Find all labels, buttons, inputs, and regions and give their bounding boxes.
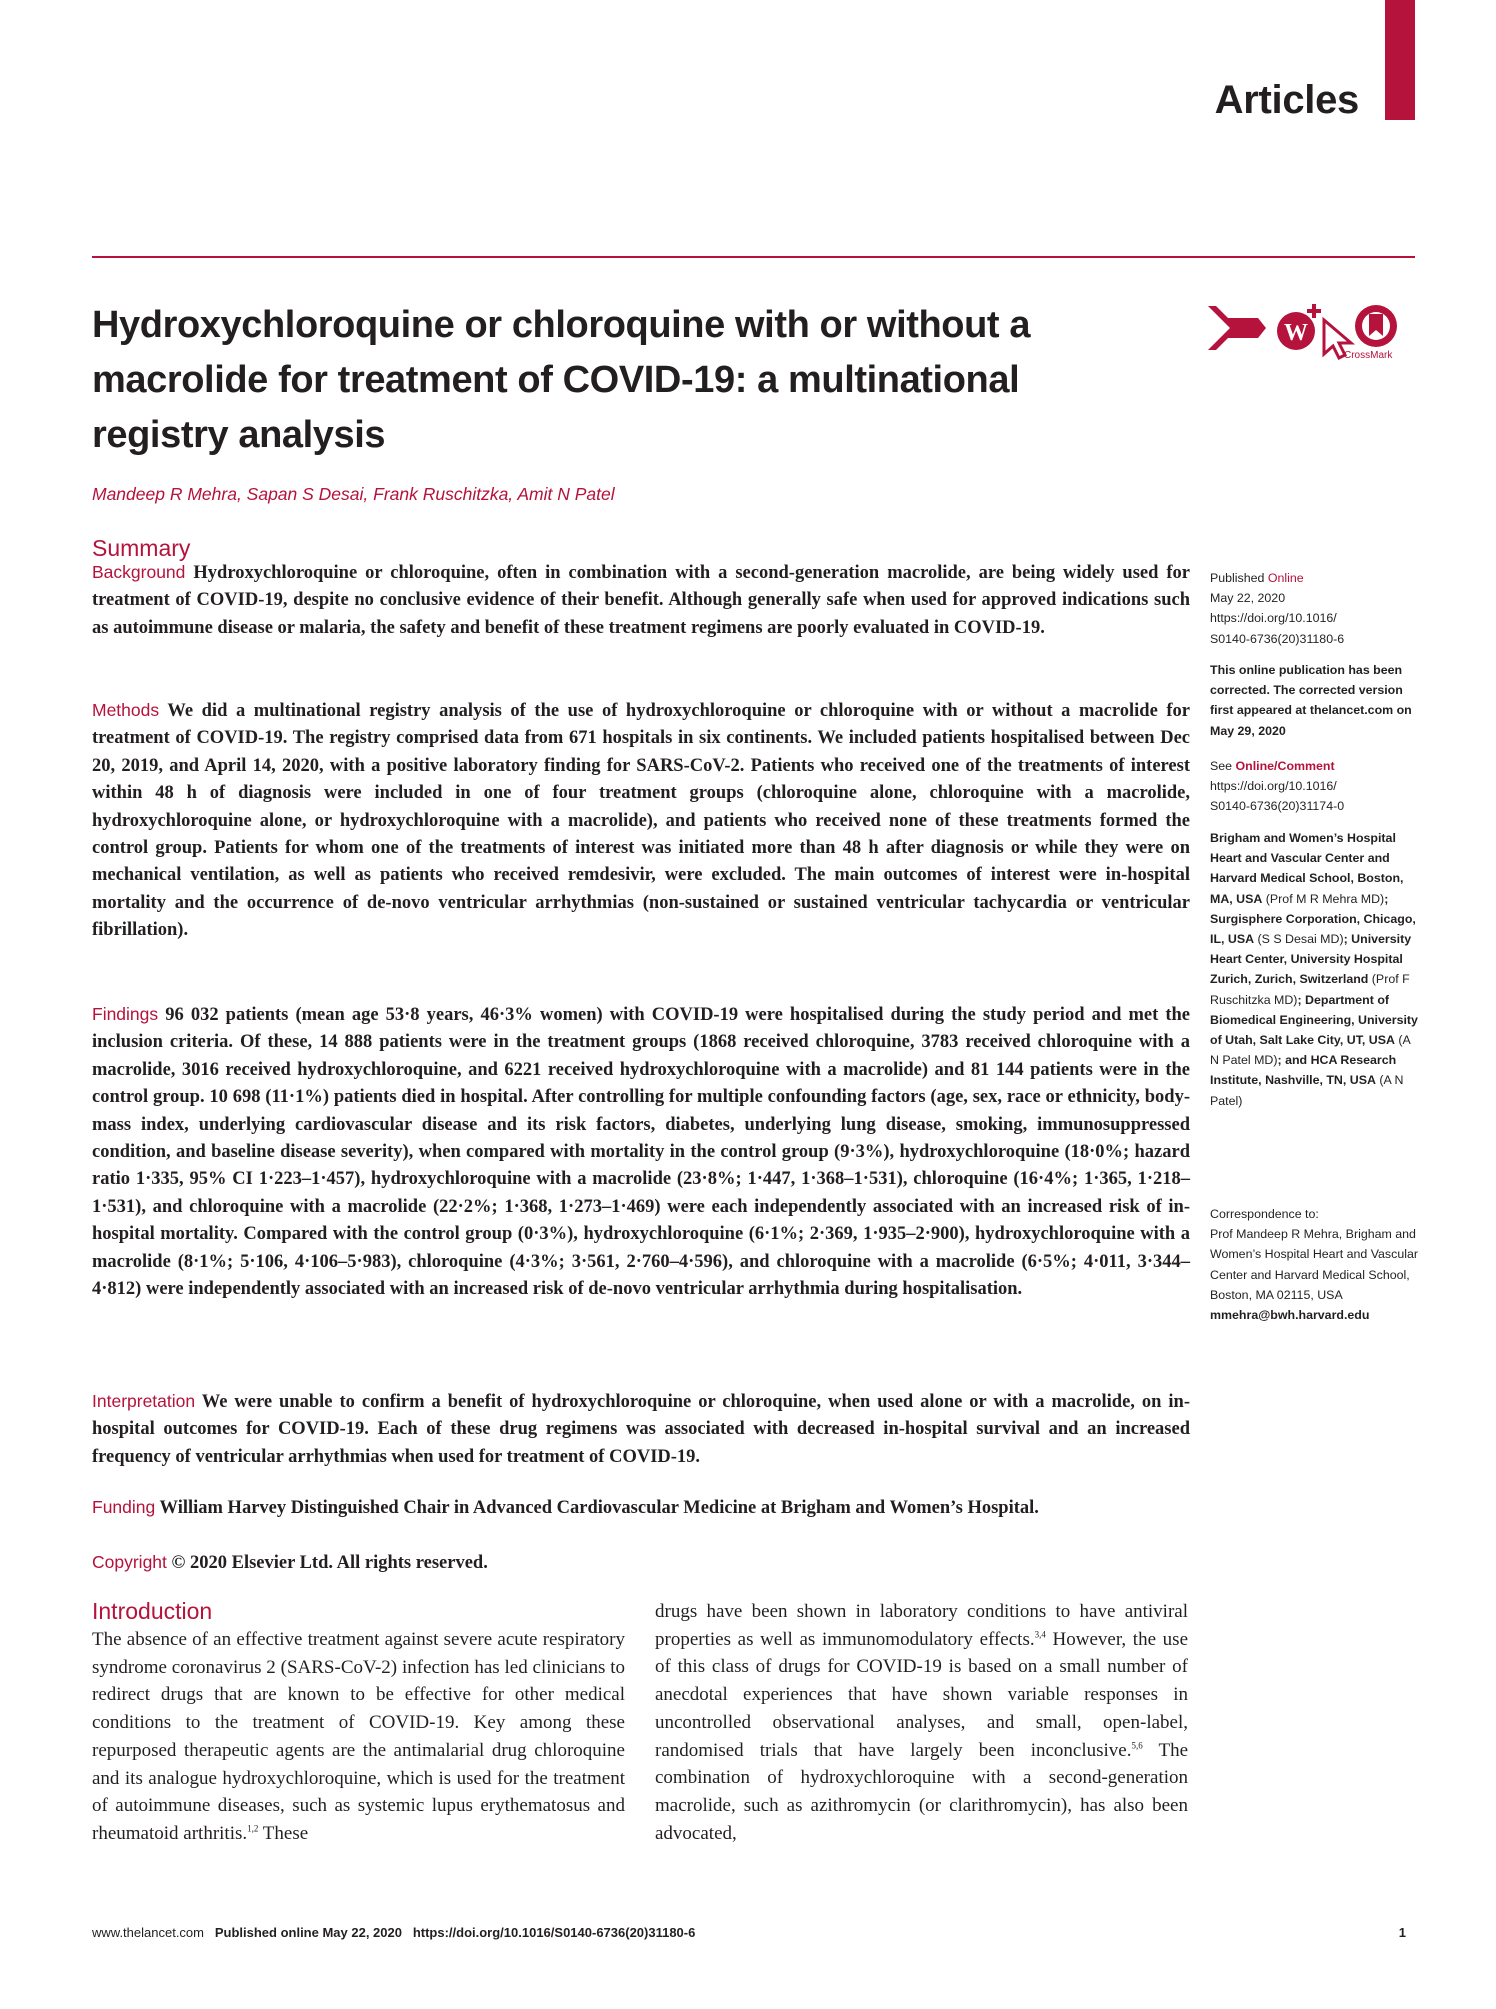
affiliation-1-person: (Prof M R Mehra MD) — [1265, 891, 1385, 906]
affiliations: Brigham and Women’s Hospital Heart and Vascular Center and Harvard Medical School, Boston, MA, USA (Prof M R Mehra MD); Surgisphere Corporation, Chicago, IL, USA (S S Desai MD); University Heart Center, University Hospital Zurich, Zurich, Switzerland (Prof F Ruschitzka MD); Department of Biomedical Engineering, University of Utah, Salt Lake City, UT, USA (A N Patel MD); and HCA Research Institute, Nashville, TN, USA (A N Patel) — [1210, 831, 1418, 1108]
reference-5-6[interactable]: 5,6 — [1131, 1740, 1143, 1751]
abstract-funding — [92, 1494, 1190, 1522]
crossmark-icon[interactable] — [1355, 305, 1397, 347]
abstract-copyright — [92, 1549, 1190, 1577]
abstract-interpretation — [92, 1388, 1190, 1471]
affiliation-3: University Heart Center, University Hospital Zurich, Zurich, Switzerland — [1210, 932, 1412, 987]
arrow-icon[interactable] — [1208, 306, 1266, 350]
correspondence-email[interactable]: mmehra@bwh.harvard.edu — [1210, 1308, 1370, 1323]
header-rule — [92, 256, 1415, 258]
affiliation-4-person: (A N Patel MD) — [1210, 1033, 1411, 1068]
page-number: 1 — [1398, 1925, 1406, 1940]
correspondence-label: Correspondence to: — [1210, 1207, 1319, 1221]
affiliation-5-person: (A N Patel) — [1210, 1073, 1404, 1108]
authors: Mandeep R Mehra, Sapan S Desai, Frank Ruschitzka, Amit N Patel — [92, 484, 615, 504]
affiliation-2-person: (S S Desai MD) — [1257, 932, 1344, 947]
affiliation-5: HCA Research Institute, Nashville, TN, USA — [1210, 1053, 1397, 1088]
interpretation-label: Interpretation — [92, 1391, 196, 1411]
see-doi-line-1[interactable]: https://doi.org/10.1016/ — [1210, 779, 1337, 794]
publication-info: Published Online May 22, 2020 https://doi.org/10.1016/ S0140-6736(20)31180-6 — [1210, 568, 1420, 649]
wikipedia-icon[interactable] — [1277, 304, 1321, 350]
funding-text: William Harvey Distinguished Chair in Advanced Cardiovascular Medicine at Brigham and Women’s Hospital. — [159, 1498, 1039, 1518]
see-also: See Online/Comment https://doi.org/10.1016/ S0140-6736(20)31174-0 — [1210, 756, 1420, 817]
see-doi-line-2[interactable]: S0140-6736(20)31174-0 — [1210, 799, 1345, 814]
copyright-label: Copyright — [92, 1552, 167, 1572]
correction-note: This online publication has been corrected. The corrected version first appeared at thelancet.com on May 29, 2020 — [1210, 663, 1412, 738]
abstract-background — [92, 559, 1190, 642]
doi-line-1[interactable]: https://doi.org/10.1016/ — [1210, 611, 1337, 626]
introduction-column-1: The absence of an effective treatment against severe acute respiratory syndrome coronavirus 2 (SARS-CoV-2) infection has led clinicians to redirect drugs that are known to be effective for other medical conditions to the treatment of COVID-19. Key among these repurposed therapeutic agents are the antimalarial drug chloroquine and its analogue hydroxychloroquine, which is used for the treatment of autoimmune diseases, such as systemic lupus erythematosus and rheumatoid arthritis.$^{1,2}$ These — [92, 1629, 625, 1844]
introduction-column-2: drugs have been shown in laboratory conditions to have antiviral properties as well as immunomodulatory effects.$^{3,4}$ However, the use of this class of drugs for COVID-19 is based on a small number of anecdotal experiences that have shown variable responses in uncontrolled observational analyses, and small, open-label, randomised trials that have largely been inconclusive.$^{5,6}$ The combination of hydroxychloroquine with a second-generation macrolide, such as azithromycin (or clarithromycin), has also been advocated, — [655, 1601, 1189, 1844]
affiliation-4: Department of Biomedical Engineering, University of Utah, Salt Lake City, UT, USA — [1210, 992, 1418, 1048]
background-text: Hydroxychloroquine or chloroquine, often in combination with a second-generation macrolide, are being widely used for treatment of COVID-19, despite no conclusive evidence of their benefit. Although generally safe when used for approved indications such as autoimmune disease or malaria, the safety and benefit of these treatment regimens are poorly evaluated in COVID-19. — [92, 563, 1191, 638]
methods-text: We did a multinational registry analysis of the use of hydroxychloroquine or chloroquine with or without a macrolide for treatment of COVID-19. The registry comprised data from 671 hospitals in six continents. We included patients hospitalised between Dec 20, 2019, and April 14, 2020, with a positive laboratory finding for SARS-CoV-2. Patients who received one of the treatments of interest within 48 h of diagnosis were included in one of four treatment groups (chloroquine alone, chloroquine with a macrolide, hydroxychloroquine alone, or hydroxychloroquine with a macrolide), and patients who received none of these treatments formed the control group. Patients for whom one of the treatments of interest was initiated more than 48 h after diagnosis or while they were on mechanical ventilation, as well as patients who received remdesivir, were excluded. The main outcomes of interest were in-hospital mortality and the occurrence of de-novo ventricular arrhythmias (non-sustained or sustained ventricular tachycardia or ventricular fibrillation). — [92, 701, 1190, 941]
affiliation-3-person: (Prof F Ruschitzka MD) — [1210, 972, 1410, 1007]
journal-color-bar — [1385, 0, 1415, 120]
findings-text: 96 032 patients (mean age 53·8 years, 46·3% women) with COVID-19 were hospitalised during the study period and met the inclusion criteria. Of these, 14 888 patients were in the treatment groups (1868 received chloroquine, 3783 received chloroquine with a macrolide, 3016 received hydroxychloroquine, and 6221 received hydroxychloroquine with a macrolide) and 81 144 patients were in the control group. 10 698 (11·1%) patients died in hospital. After controlling for multiple confounding factors (age, sex, race or ethnicity, body-mass index, underlying cardiovascular disease and its risk factors, diabetes, underlying lung disease, smoking, immunosuppressed condition, and baseline disease severity), when compared with mortality in the control group (9·3%), hydroxychloroquine (18·0%; hazard ratio 1·335, 95% CI 1·223–1·457), hydroxychloroquine with a macrolide (23·8%; 1·447, 1·368–1·531), chloroquine (16·4%; 1·365, 1·218–1·531), and chloroquine with a macrolide (22·2%; 1·368, 1·273–1·469) were each independently associated with an increased risk of in-hospital mortality. Compared with the control group (0·3%), hydroxychloroquine (6·1%; 2·369, 1·935–2·900), hydroxychloroquine with a macrolide (8·1%; 5·106, 4·106–5·983), chloroquine (4·3%; 3·561, 2·760–4·596), and chloroquine with a macrolide (6·5%; 4·011, 3·344–4·812) were independently associated with an increased risk of de-novo ventricular arrhythmia during hospitalisation. — [92, 1005, 1191, 1300]
svg-text:W: W — [1284, 320, 1308, 346]
affiliation-1: Brigham and Women’s Hospital Heart and Vascular Center and Harvard Medical School, Boston, MA, USA — [1210, 831, 1404, 906]
published-date: May 22, 2020 — [1210, 591, 1286, 606]
methods-label: Methods — [92, 700, 160, 720]
correspondence — [1210, 1204, 1420, 1325]
online-link[interactable]: Online — [1267, 571, 1304, 585]
abstract-methods — [92, 697, 1190, 945]
footer-published: Published online May 22, 2020 — [214, 1925, 402, 1940]
section-label: Articles — [1214, 78, 1359, 122]
background-label: Background — [92, 562, 186, 582]
reference-3-4[interactable]: 3,4 — [1034, 1629, 1046, 1640]
introduction-heading: Introduction — [92, 1598, 213, 1624]
summary-heading: Summary — [92, 535, 191, 561]
footer-doi[interactable]: https://doi.org/10.1016/S0140-6736(20)31180-6 — [412, 1925, 696, 1940]
abstract-findings — [92, 1001, 1190, 1303]
interpretation-text: We were unable to confirm a benefit of hydroxychloroquine or chloroquine, when used alone or with a macrolide, on in-hospital outcomes for COVID-19. Each of these drug regimens was associated with decreased in-hospital survival and an increased frequency of ventricular arrhythmias when used for treatment of COVID-19. — [92, 1392, 1190, 1467]
doi-line-2[interactable]: S0140-6736(20)31180-6 — [1210, 631, 1345, 646]
affiliation-2: Surgisphere Corporation, Chicago, IL, USA — [1210, 911, 1416, 947]
online-comment-link[interactable]: Online/Comment — [1235, 759, 1335, 773]
footer-site[interactable]: www.thelancet.com — [92, 1925, 204, 1940]
crossmark-label: CrossMark — [1344, 350, 1393, 361]
page-footer — [92, 1925, 695, 1940]
copyright-text: © 2020 Elsevier Ltd. All rights reserved. — [171, 1553, 488, 1573]
funding-label: Funding — [92, 1497, 156, 1517]
findings-label: Findings — [92, 1004, 159, 1024]
reference-1-2[interactable]: 1,2 — [247, 1823, 259, 1834]
article-title: Hydroxychloroquine or chloroquine with or without a macrolide for treatment of COVID-19: a multinational registry analysis — [92, 304, 1031, 456]
correspondence-address: Prof Mandeep R Mehra, Brigham and Women’s Hospital Heart and Vascular Center and Harvard Medical School, Boston, MA 02115, USA — [1210, 1227, 1418, 1302]
